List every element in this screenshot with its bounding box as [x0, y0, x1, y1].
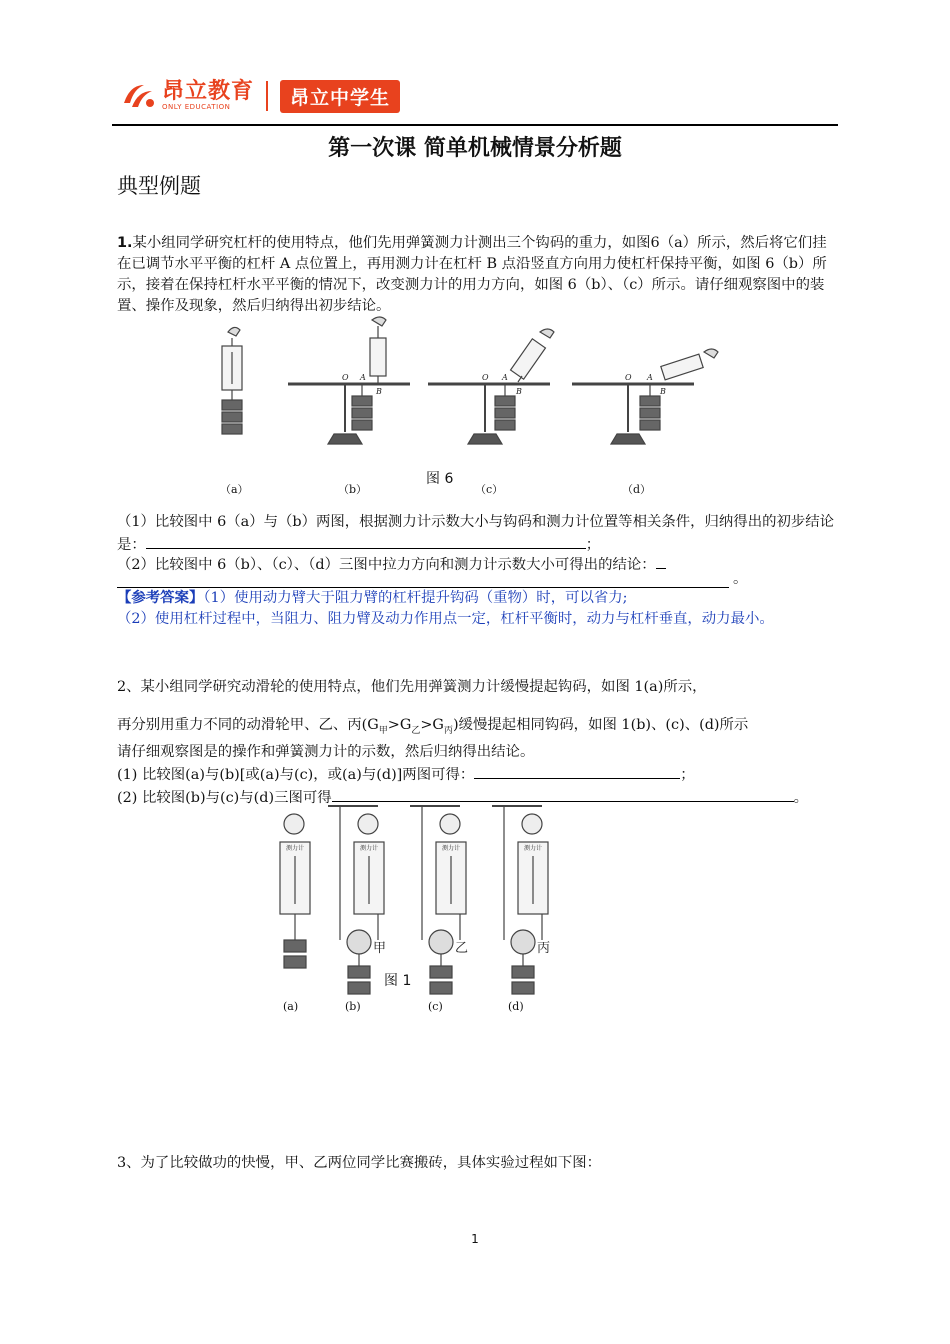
label-o-c: O: [482, 373, 489, 382]
figure-1-drawing: [260, 800, 570, 1020]
section-heading: 典型例题: [117, 174, 201, 198]
q2-sub1: (1) 比较图(a)与(b)[或(a)与(c)，或(a)与(d)]两图可得：: [117, 766, 475, 783]
header-logo: [120, 76, 400, 116]
q1-number: 1.: [117, 235, 133, 251]
label-o-d: O: [625, 373, 632, 382]
page-title: 第一次课 简单机械情景分析题: [328, 135, 622, 161]
label-a-c: A: [502, 373, 508, 382]
page-number: 1: [471, 1232, 479, 1246]
logo-badge: 昂立中学生: [280, 80, 400, 113]
q1-sub2-blank[interactable]: [117, 573, 729, 588]
meter-label-a: 测力计: [286, 845, 305, 852]
q2-line2-b: )缓慢提起相同钩码，如图 1(b)、(c)、(d)所示: [452, 717, 749, 733]
q2-sub1-blank[interactable]: [474, 763, 680, 779]
figure-1: [260, 800, 570, 1020]
figure-1-caption: 图 1: [384, 973, 412, 989]
fig1-label-c: (c): [428, 1000, 443, 1013]
meter-label-c: 测力计: [442, 845, 461, 852]
fig6-label-d: （d）: [622, 483, 652, 496]
figure-6-drawing: [200, 312, 720, 497]
label-b-d: B: [660, 387, 666, 396]
q2-g3: 丙: [443, 725, 453, 736]
q1-sub2-suffix: 。: [733, 571, 748, 587]
q2-mid2: >G: [420, 717, 444, 733]
label-o-b: O: [342, 373, 349, 382]
q2-line1: 2、某小组同学研究动滑轮的使用特点，他们先用弹簧测力计缓慢提起钩码，如图 1(a)所示，: [117, 679, 707, 695]
meter-label-d: 测力计: [524, 845, 543, 852]
q1-answer: [117, 587, 839, 630]
fig1-label-b: (b): [345, 1000, 361, 1013]
q1-sub2-blank-start[interactable]: [656, 553, 666, 569]
meter-label-b: 测力计: [360, 845, 379, 852]
q3-text: 3、为了比较做功的快慢，甲、乙两位同学比赛搬砖，具体实验过程如下图：: [117, 1155, 602, 1171]
q1-answer-label: 【参考答案】: [117, 589, 204, 606]
q1-sub1-suffix: ；: [585, 537, 601, 553]
q1-answer-2: （2）使用杠杆过程中，当阻力、阻力臂及动力作用点一定，杠杆平衡时，动力与杠杆垂直，动力最小。: [117, 611, 774, 627]
q1-body: 某小组同学研究杠杆的使用特点，他们先用弹簧测力计测出三个钩码的重力，如图6（a）所示，然后将它们挂在已调节水平平衡的杠杆 A 点位置上，再用测力计在杠杆 B 点沿竖直方向用力使杠杆保持平衡，如图 6（b）所示，接着在保持杠杆水平平衡的情况下，改变测力计的用力方向，如图 6（b）、（c）所示。请仔细观察图中的装置、操作及现象，然后归纳得出初步结论。: [117, 235, 827, 314]
pulley-label-bing: 丙: [537, 941, 551, 956]
q2-g2: 乙: [411, 725, 421, 736]
q2-text: [117, 715, 839, 809]
pulley-label-yi: 乙: [455, 941, 469, 956]
fig6-label-c: （c）: [475, 483, 504, 496]
q2-sub2: (2) 比较图(b)与(c)与(d)三图可得: [117, 789, 332, 806]
fig6-label-b: （b）: [338, 483, 368, 496]
fig6-label-a: （a）: [220, 483, 249, 496]
figure-6-caption: 图 6: [426, 471, 454, 487]
q2-line3: 请仔细观察图是的操作和弹簧测力计的示数，然后归纳得出结论。: [117, 743, 535, 760]
label-b-c: B: [516, 387, 522, 396]
q2-sub2-suffix: 。: [793, 789, 809, 806]
logo-main-text: 昂立教育: [162, 79, 255, 104]
q2-mid1: >G: [387, 717, 412, 733]
q2-sub1-suffix: ；: [680, 766, 695, 783]
q2-line2-a: 再分别用重力不同的动滑轮甲、乙、丙(G: [117, 717, 379, 733]
figure-6: [200, 312, 720, 497]
label-b-b: B: [376, 387, 382, 396]
header-rule: [112, 124, 838, 126]
logo-mark-icon: [120, 81, 158, 111]
q1-answer-1: （1）使用动力臂大于阻力臂的杠杆提升钩码（重物）时，可以省力;: [203, 590, 628, 606]
pulley-label-jia: 甲: [373, 941, 387, 956]
q1-sub2-text: （2）比较图中 6（b）、（c）、（d）三图中拉力方向和测力计示数大小可得出的结论：: [117, 557, 656, 573]
logo-separator: [266, 81, 268, 111]
q2-g1: 甲: [378, 725, 388, 736]
q1-sub1: [117, 512, 839, 556]
fig1-label-a: (a): [283, 1000, 299, 1013]
logo-sub-text: ONLY EDUCATION: [162, 103, 231, 111]
q1-sub1-text: （1）比较图中 6（a）与（b）两图，根据测力计示数大小与钩码和测力计位置等相关条件，归纳得出的初步结论是：: [117, 514, 835, 553]
q1-sub1-blank[interactable]: [146, 533, 586, 549]
label-a-b: A: [360, 373, 366, 382]
q1-text: [117, 233, 839, 317]
fig1-label-d: (d): [508, 1000, 524, 1013]
label-a-d: A: [647, 373, 653, 382]
